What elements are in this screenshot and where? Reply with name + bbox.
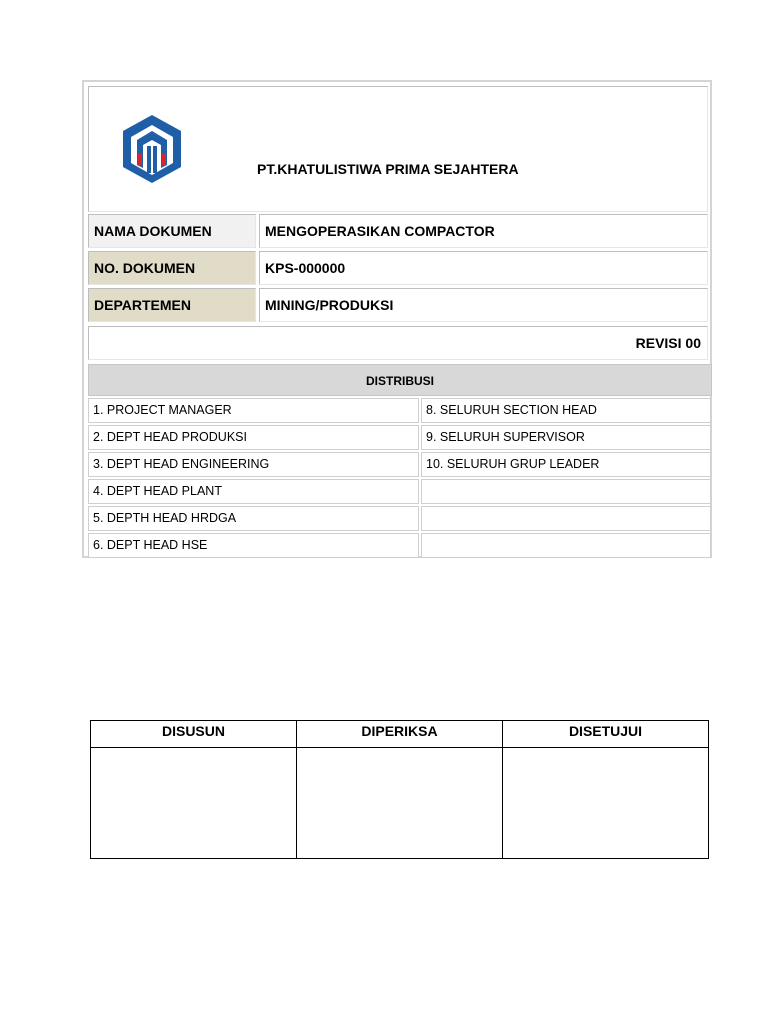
approval-table (90, 720, 709, 859)
distribution-item: 6. DEPT HEAD HSE (88, 533, 419, 558)
field-label-nama-dokumen: NAMA DOKUMEN (88, 214, 256, 248)
revision-label: REVISI 00 (88, 326, 708, 360)
distribution-item: 5. DEPTH HEAD HRDGA (88, 506, 419, 531)
company-name: PT.KHATULISTIWA PRIMA SEJAHTERA (257, 161, 519, 177)
document-header-frame (82, 80, 712, 558)
signature-box-diperiksa (297, 748, 503, 859)
company-logo-icon (119, 113, 185, 185)
distribution-item: 2. DEPT HEAD PRODUKSI (88, 425, 419, 450)
signature-box-disetujui (503, 748, 709, 859)
distribution-item: 9. SELURUH SUPERVISOR (421, 425, 711, 450)
distribution-item: 4. DEPT HEAD PLANT (88, 479, 419, 504)
distribution-item-empty (421, 479, 711, 504)
distribution-title: DISTRIBUSI (88, 364, 712, 396)
distribution-item: 3. DEPT HEAD ENGINEERING (88, 452, 419, 477)
distribution-item: 8. SELURUH SECTION HEAD (421, 398, 711, 423)
field-value-nama-dokumen: MENGOPERASIKAN COMPACTOR (259, 214, 708, 248)
distribution-item: 10. SELURUH GRUP LEADER (421, 452, 711, 477)
company-header (88, 86, 708, 212)
field-label-no-dokumen: NO. DOKUMEN (88, 251, 256, 285)
approval-header-disusun: DISUSUN (91, 721, 297, 748)
distribution-item-empty (421, 506, 711, 531)
field-value-departemen: MINING/PRODUKSI (259, 288, 708, 322)
approval-header-row (91, 721, 709, 748)
distribution-item: 1. PROJECT MANAGER (88, 398, 419, 423)
field-label-departemen: DEPARTEMEN (88, 288, 256, 322)
approval-header-diperiksa: DIPERIKSA (297, 721, 503, 748)
signature-box-disusun (91, 748, 297, 859)
field-value-no-dokumen: KPS-000000 (259, 251, 708, 285)
approval-header-disetujui: DISETUJUI (503, 721, 709, 748)
distribution-item-empty (421, 533, 711, 558)
approval-signature-row (91, 748, 709, 859)
